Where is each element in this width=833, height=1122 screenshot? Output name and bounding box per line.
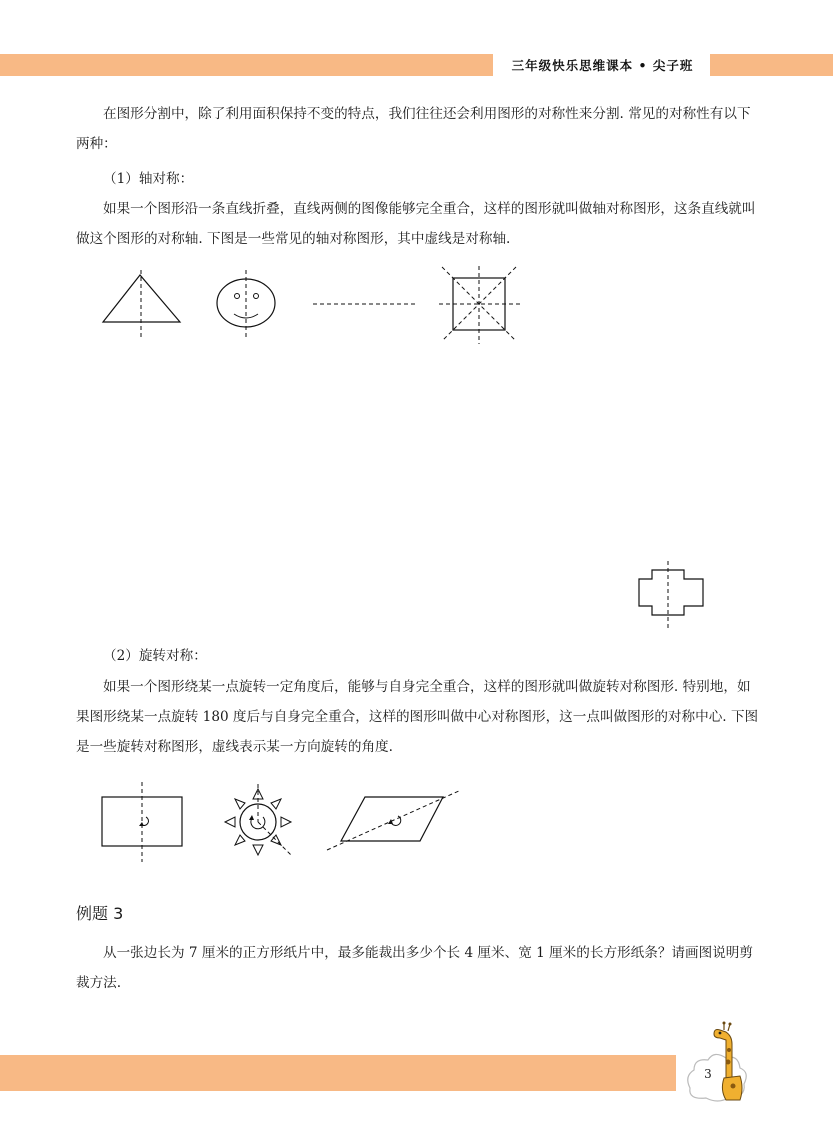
axial-symmetry-label: （1）轴对称： bbox=[103, 171, 194, 187]
axial-symmetry-figures bbox=[90, 262, 540, 352]
smiley-face-figure bbox=[217, 270, 275, 338]
header-title: 三年级快乐思维课本 • 尖子班 bbox=[511, 58, 694, 73]
footer-bar bbox=[0, 1055, 676, 1091]
sun-rotation-figure bbox=[225, 784, 291, 855]
example-text: 从一张边长为 7 厘米的正方形纸片中，最多能裁出多少个长 4 厘米、宽 1 厘米的长方形纸条？请画图说明剪裁方法. bbox=[76, 945, 753, 991]
rectangle-rotation-figure bbox=[102, 782, 182, 862]
intro-paragraph: 在图形分割中，除了利用面积保持不变的特点，我们往往还会利用图形的对称性来分割. 常见的对称性有以下两种： bbox=[76, 106, 751, 152]
parallelogram-rotation-figure bbox=[327, 790, 461, 850]
rotational-symmetry-text: 如果一个图形绕某一点旋转一定角度后，能够与自身完全重合，这样的图形就叫做旋转对称图形. 特别地，如果图形绕某一点旋转 180 度后与自身完全重合，这样的图形叫做中心对称图形，这一点叫做图形的对称中心. 下图是一些旋转对称图形，虚线表示某一方向旋转的角度. bbox=[76, 679, 759, 755]
header-bar-right bbox=[710, 54, 833, 76]
page-number: 3 bbox=[704, 1067, 712, 1081]
giraffe-mascot bbox=[680, 1018, 770, 1104]
square-figure bbox=[439, 266, 520, 344]
cross-shape-figure bbox=[630, 558, 720, 638]
rotational-symmetry-figures bbox=[95, 780, 475, 865]
axial-symmetry-text: 如果一个图形沿一条直线折叠，直线两侧的图像能够完全重合，这样的图形就叫做轴对称图形，这条直线就叫做这个图形的对称轴. 下图是一些常见的轴对称图形，其中虚线是对称轴. bbox=[76, 201, 756, 247]
header-bar-left bbox=[0, 54, 493, 76]
triangle-figure bbox=[103, 270, 180, 338]
example-title: 例题 3 bbox=[76, 904, 124, 923]
rotational-symmetry-label: （2）旋转对称： bbox=[103, 648, 207, 664]
